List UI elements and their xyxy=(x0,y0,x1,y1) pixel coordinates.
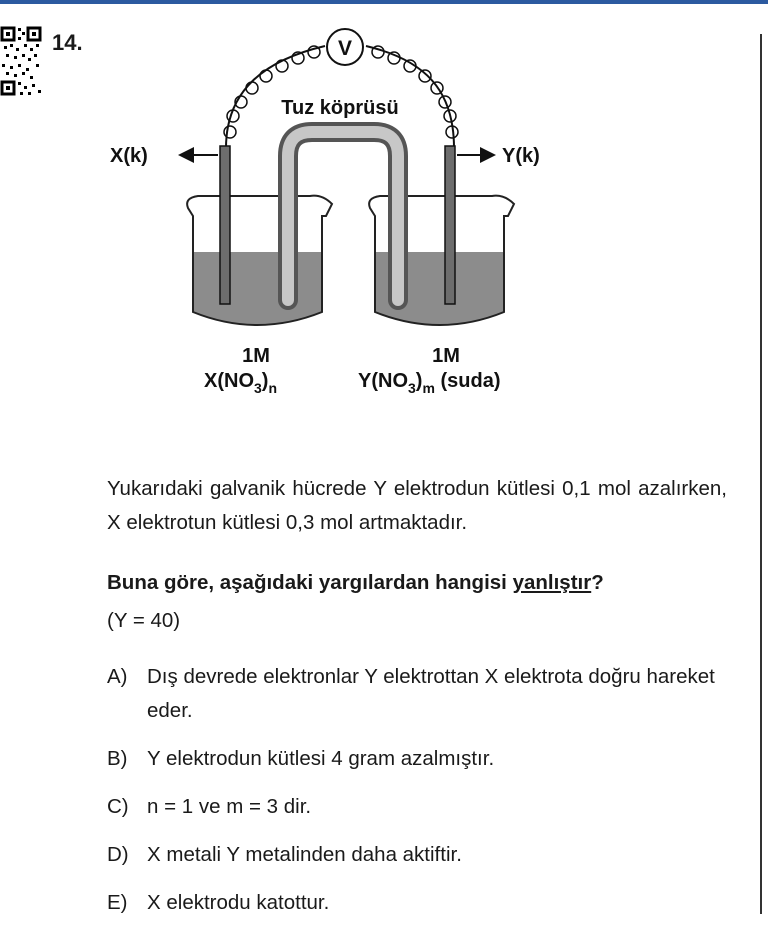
qr-code-icon[interactable] xyxy=(0,24,42,98)
galvanic-cell-diagram xyxy=(100,20,580,410)
option-label: B) xyxy=(107,747,128,770)
option-d[interactable] xyxy=(107,838,737,872)
option-text: n = 1 ve m = 3 dir. xyxy=(147,795,312,818)
left-solution xyxy=(193,252,322,325)
option-text: Y elektrodun kütlesi 4 gram azalmıştır. xyxy=(147,747,495,770)
option-a[interactable] xyxy=(107,660,737,728)
question-suffix: ? xyxy=(591,571,604,594)
left-solution-label: $X(NO_3)_n$ xyxy=(204,370,278,396)
option-label: C) xyxy=(107,795,129,818)
option-c[interactable] xyxy=(107,790,737,824)
question-prefix: Buna göre, aşağıdaki yargılardan hangisi xyxy=(107,571,513,594)
given-value: (Y = 40) xyxy=(107,609,181,632)
question-underlined: yanlıştır xyxy=(512,571,592,594)
left-electrode-label: X(k) xyxy=(110,145,148,167)
right-concentration: 1M xyxy=(432,345,460,367)
option-b[interactable] xyxy=(107,742,737,776)
right-solution-label: $Y(NO_3)_m$ (suda) xyxy=(358,370,501,396)
question-number: 14. xyxy=(52,30,83,55)
salt-bridge-label: Tuz köprüsü xyxy=(281,97,399,119)
problem-statement: Yukarıdaki galvanik hücrede Y elektrodun kütlesi 0,1 mol azalırken, X elektrotun kütlesi 0,3 mol artmaktadır. xyxy=(107,477,727,534)
option-text: X metali Y metalinden daha aktiftir. xyxy=(147,843,462,866)
left-electrode xyxy=(220,146,230,304)
column-divider xyxy=(760,34,762,914)
voltmeter-label: V xyxy=(337,37,353,60)
right-electrode-label: Y(k) xyxy=(502,145,540,167)
option-label: D) xyxy=(107,843,129,866)
option-text: X elektrodu katottur. xyxy=(147,891,330,914)
option-e[interactable] xyxy=(107,886,737,920)
option-text: Dış devrede elektronlar Y elektrottan X elektrota doğru hareket eder. xyxy=(147,665,715,722)
question-text xyxy=(107,566,727,600)
top-border xyxy=(0,0,768,4)
option-label: E) xyxy=(107,891,128,914)
right-electrode xyxy=(445,146,455,304)
left-concentration: 1M xyxy=(242,345,270,367)
option-label: A) xyxy=(107,665,128,688)
